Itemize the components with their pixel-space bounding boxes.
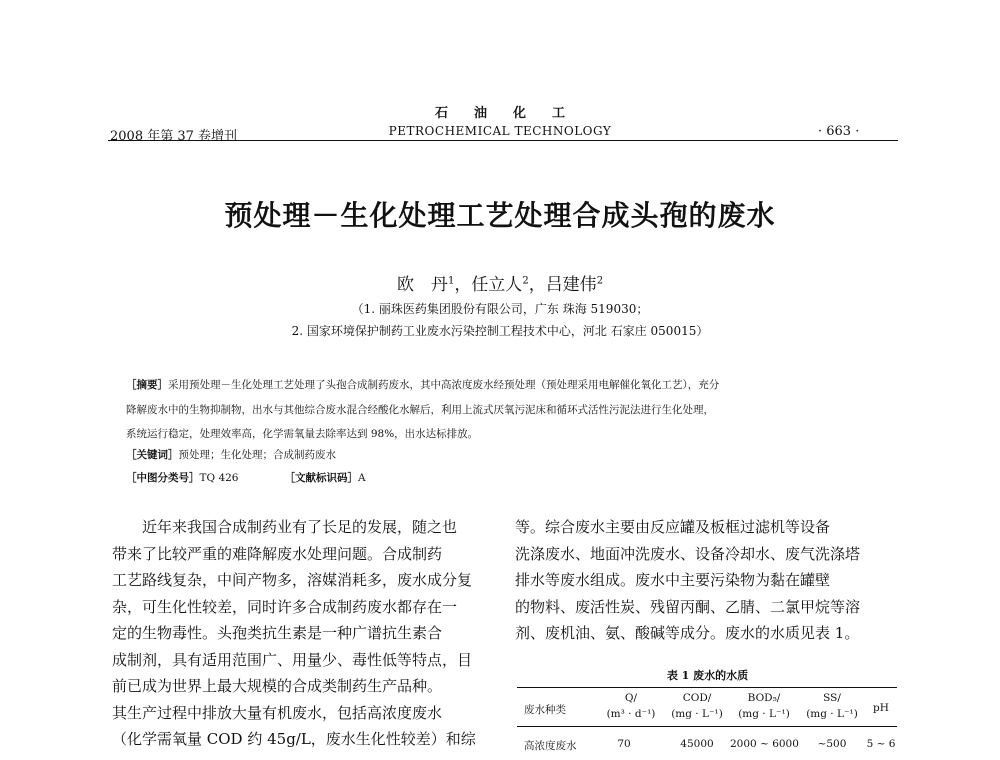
journal-name-en: PETROCHEMICAL TECHNOLOGY — [388, 124, 612, 138]
clc-code: TQ 426 — [199, 472, 239, 484]
abstract-line: 降解废水中的生物抑制物，出水与其他综合废水混合经酸化水解后，利用上流式厌氧污泥床和循环式活性污泥法进行生化处理， — [126, 404, 714, 416]
author-name: 吕建伟 — [545, 275, 597, 295]
abstract-text: 采用预处理－生化处理工艺处理了头孢合成制药废水，其中高浓度废水经预处理（预处理采用电解催化氧化工艺），充分 — [168, 379, 720, 391]
body-right-column — [515, 514, 900, 647]
author-separator: ， — [528, 275, 546, 295]
table-caption: 表 1 废水的水质 — [666, 669, 749, 682]
header-rule — [108, 140, 898, 141]
body-line: 带来了比较严重的难降解废水处理问题。合成制药 — [112, 544, 443, 563]
body-left-column — [112, 514, 484, 753]
table-header-rule — [517, 726, 897, 727]
body-line: 定的生物毒性。头孢类抗生素是一种广谱抗生素合 — [112, 624, 443, 642]
table-header-ss: SS/ — [823, 692, 841, 704]
body-line: 前已成为世界上最大规模的合成类制药生产品种。 — [112, 677, 443, 695]
page-number: · 663 · — [818, 124, 860, 139]
body-line: 洗涤废水、地面冲洗废水、设备冷却水、废气洗涤塔 — [515, 544, 861, 563]
keywords-label: ［关键词］ — [126, 449, 179, 461]
doc-code-label: ［文献标识码］ — [284, 472, 358, 484]
author-line — [0, 270, 1000, 295]
body-line: 排水等废水组成。废水中主要污染物为黏在罐壁 — [515, 571, 831, 589]
classification-line — [126, 470, 886, 485]
affiliation-1: （1. 丽珠医药集团股份有限公司，广东 珠海 519030； — [351, 302, 649, 316]
body-line: 杂，可生化性较差，同时许多合成制药废水都存在一 — [112, 597, 458, 616]
table-cell-cod: 45000 — [680, 738, 714, 750]
table-cell-type: 高浓度废水 — [524, 740, 577, 752]
table-top-rule — [517, 687, 897, 688]
clc-label: ［中图分类号］ — [126, 472, 200, 484]
keywords-line — [126, 447, 886, 462]
table-header-ss-unit: (mg · L⁻¹) — [806, 708, 858, 720]
issue-info: 2008 年第 37 卷增刊 — [110, 129, 238, 144]
table-header-bod-unit: (mg · L⁻¹) — [738, 708, 790, 720]
author-name: 任立人 — [471, 275, 523, 295]
doc-code: A — [358, 472, 366, 484]
author-affiliation-mark: 2 — [596, 275, 604, 287]
table-header-q-unit: (m³ · d⁻¹) — [606, 708, 656, 720]
author-affiliation-mark: 1 — [447, 275, 455, 287]
table-header-bod: BOD₅/ — [747, 692, 781, 704]
abstract-line: 系统运行稳定，处理效率高，化学需氧量去除率达到 98%，出水达标排放。 — [126, 428, 479, 440]
article-title: 预处理－生化处理工艺处理合成头孢的废水 — [224, 199, 776, 232]
abstract-label: ［摘要］ — [126, 379, 168, 391]
table-header-q: Q/ — [624, 692, 638, 704]
table-cell-bod: 2000 ~ 6000 — [730, 738, 799, 750]
author-name: 欧 丹 — [396, 275, 448, 295]
keywords-text: 预处理；生化处理；合成制药废水 — [178, 449, 336, 461]
table-header-cod: COD/ — [682, 692, 712, 704]
body-line: 工艺路线复杂，中间产物多，溶媒消耗多，废水成分复 — [112, 571, 473, 589]
body-line: 剂、废机油、氨、酸碱等成分。废水的水质见表 1。 — [515, 624, 860, 642]
table-cell-q: 70 — [617, 738, 631, 750]
table-header-type: 废水种类 — [524, 704, 566, 716]
body-line: 成制剂，具有适用范围广、用量少、毒性低等特点，目 — [112, 650, 473, 669]
body-line: 的物料、废活性炭、残留丙酮、乙腈、二氯甲烷等溶 — [515, 597, 861, 616]
table-cell-ss: ~500 — [817, 738, 847, 750]
abstract-line — [126, 377, 886, 392]
body-line: 其生产过程中排放大量有机废水，包括高浓度废水 — [112, 703, 443, 722]
table-header-ph: pH — [873, 702, 889, 714]
body-line: 等。综合废水主要由反应罐及板框过滤机等设备 — [515, 518, 831, 536]
journal-name-cn: 石油化工 — [434, 106, 591, 121]
author-affiliation-mark: 2 — [522, 275, 529, 287]
body-line: （化学需氧量 COD 约 45g/L，废水生化性较差）和综 — [112, 730, 476, 748]
author-separator: ， — [454, 275, 472, 295]
table-header-cod-unit: (mg · L⁻¹) — [671, 708, 723, 720]
affiliation-2: 2. 国家环境保护制药工业废水污染控制工程技术中心，河北 石家庄 050015） — [291, 324, 709, 338]
table-cell-ph: 5 ~ 6 — [866, 738, 896, 750]
body-line: 近年来我国合成制药业有了长足的发展，随之也 — [112, 518, 458, 536]
